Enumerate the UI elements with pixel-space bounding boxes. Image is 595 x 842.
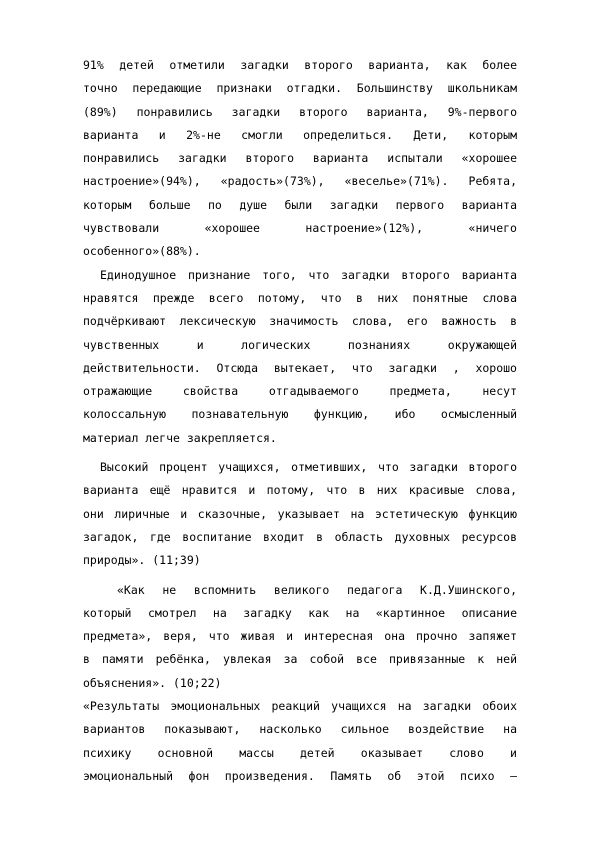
- text-line: «Как не вспомнить великого педагога К.Д.Ушинского,: [117, 582, 517, 597]
- text-line: варианта ещё нравится и потому, что в них красивые слова,: [83, 483, 517, 498]
- text-line: Единодушное признание того, что загадки второго варианта: [100, 267, 517, 282]
- text-line: предмета», веря, что живая и интересная она прочно запяжет: [83, 629, 517, 644]
- text-line: «Результаты эмоциональных реакций учащихся на загадки обоих: [83, 699, 517, 714]
- text-line: точно передающие признаки отгадки. Большинству школьникам: [83, 81, 517, 96]
- text-line: отражающие свойства отгадываемого предмета, несут: [83, 384, 517, 399]
- document-body: [83, 54, 517, 788]
- text-line: понравились загадки второго варианта испытали «хорошее: [83, 151, 517, 166]
- text-line: объяснения». (10;22): [83, 675, 222, 690]
- text-line: природы». (11;39): [83, 553, 201, 568]
- text-line: в памяти ребёнка, увлекая за собой все привязанные к ней: [83, 652, 517, 667]
- text-line: материал легче закрепляется.: [83, 430, 277, 445]
- text-line: настроение»(94%), «радость»(73%), «веселье»(71%). Ребята,: [83, 174, 517, 189]
- paragraph-unanimous-recognition: [83, 264, 517, 450]
- text-line: подчёркивают лексическую значимость слова, его важность в: [83, 314, 517, 329]
- text-line: вариантов показывают, насколько сильное воздействие на: [83, 722, 517, 737]
- text-line: который смотрел на загадку как на «картинное описание: [83, 605, 517, 620]
- text-line: они лиричные и сказочные, указывает на эстетическую функцию: [83, 506, 517, 521]
- paragraph-ushinsky-quote: [83, 579, 517, 695]
- text-line: особенного»(88%).: [83, 244, 201, 259]
- paragraph-aesthetic-function: [83, 456, 517, 572]
- paragraph-statistics: [83, 54, 517, 264]
- text-line: эмоциональный фон произведения. Память об этой психо –: [83, 768, 517, 783]
- text-line: чувственных и логических познаниях окружающей: [83, 337, 517, 352]
- text-line: действительности. Отсюда вытекает, что загадки , хорошо: [83, 360, 517, 375]
- text-line: которым больше по душе были загадки первого варианта: [83, 197, 517, 212]
- text-line: 91% детей отметили загадки второго варианта, как более: [83, 58, 517, 72]
- text-line: нравятся прежде всего потому, что в них понятные слова: [83, 290, 517, 305]
- text-line: варианта и 2%-не смогли определиться. Дети, которым: [83, 127, 517, 142]
- text-line: загадок, где воспитание входит в область духовных ресурсов: [83, 529, 517, 544]
- paragraph-emotional-reactions: [83, 695, 517, 788]
- text-line: колоссальную познавательную функцию, ибо осмысленный: [83, 407, 517, 422]
- text-line: чувствовали «хорошее настроение»(12%), «ничего: [83, 221, 517, 236]
- text-line: психику основной массы детей оказывает слово и: [83, 745, 517, 760]
- text-line: Высокий процент учащихся, отметивших, что загадки второго: [100, 460, 517, 475]
- text-line: (89%) понравились загадки второго варианта, 9%-первого: [83, 104, 517, 119]
